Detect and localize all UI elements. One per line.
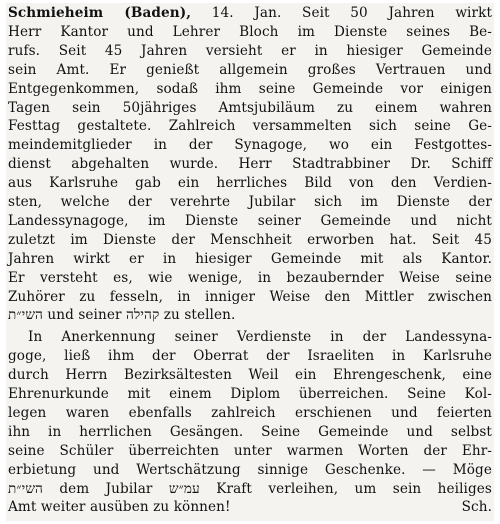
- article-line: sein Amt. Er genießt allgemein großes Vertrauen und: [8, 61, 492, 78]
- article-line: In Anerkennung seiner Verdienste in der Landessyna-: [28, 329, 492, 346]
- article-line: [8, 4, 492, 23]
- article-heading: Schmieheim (Baden),: [8, 5, 192, 21]
- article-line: Entgegenkommen, sodaß ihm seine Gemeinde vor einigen: [8, 80, 492, 97]
- article-line: meindemitglieder in der Synagoge, wo ein Festgottes-: [8, 137, 492, 154]
- article-line: rufs. Seit 45 Jahren versieht er in hiesiger Gemeinde: [8, 42, 492, 59]
- article-line-text: השי״ת dem Jubilar עמ״ש Kraft verleihen, um sein heiliges: [8, 480, 492, 497]
- article-line: Tagen sein 50jähriges Amtsjubiläum zu einem wahren: [8, 99, 492, 116]
- article-date: 14. Jan.: [211, 5, 282, 21]
- article-line: dienst abgehalten wurde. Herr Stadtrabbiner Dr. Schiff: [8, 156, 492, 173]
- article-line-text: Seit 50 Jahren wirkt: [302, 5, 493, 21]
- article-line: aus Karlsruhe gab ein herrliches Bild von den Verdien-: [8, 175, 492, 192]
- newspaper-clipping: [6, 3, 494, 521]
- article-line: [8, 498, 492, 517]
- signature: Sch.: [461, 499, 492, 516]
- article-line: Landessynagoge, im Dienste seiner Gemeinde und nicht: [8, 212, 492, 229]
- article-line: Jahren wirkt er in hiesiger Gemeinde mit als Kantor.: [8, 250, 492, 267]
- article-line: seine Schüler überreichten unter warmen Worten der Ehr-: [8, 442, 492, 459]
- article-line: Ehrenurkunde mit einem Diplom überreichen. Seine Kol-: [8, 386, 492, 402]
- article-line-text: Amt weiter ausüben zu können!: [8, 499, 231, 516]
- article-line: Herr Kantor und Lehrer Bloch im Dienste seines Be-: [8, 23, 492, 40]
- article-line: [8, 480, 492, 499]
- article-line: Er versteht es, wie wenige, in bezaubernder Weise seine: [8, 269, 492, 286]
- article-line: zuletzt im Dienste der Menschheit erworben hat. Seit 45: [8, 231, 492, 248]
- article-line: Festtag gestaltete. Zahlreich versammelten sich seine Ge-: [8, 118, 492, 135]
- article-line: durch Herrn Bezirksältesten Weil ein Ehrengeschenk, eine: [8, 367, 492, 384]
- article-line: השי״ת und seiner קהילה zu stellen.: [8, 307, 236, 324]
- article-line: goge, ließ ihm der Oberrat der Israeliten in Karlsruhe: [8, 348, 492, 365]
- article-line: sten, welche der verehrte Jubilar sich im Dienste der: [8, 194, 492, 210]
- article-line: Zuhörer zu fesseln, in inniger Weise den Mittler zwischen: [8, 288, 492, 305]
- article-line: legen waren ebenfalls zahlreich erschienen und feierten: [8, 404, 492, 421]
- article-line: ihn in herrlichen Gesängen. Seine Gemeinde und selbst: [8, 423, 492, 440]
- article-line: erbietung und Wertschätzung sinnige Geschenke. — Möge: [8, 461, 492, 478]
